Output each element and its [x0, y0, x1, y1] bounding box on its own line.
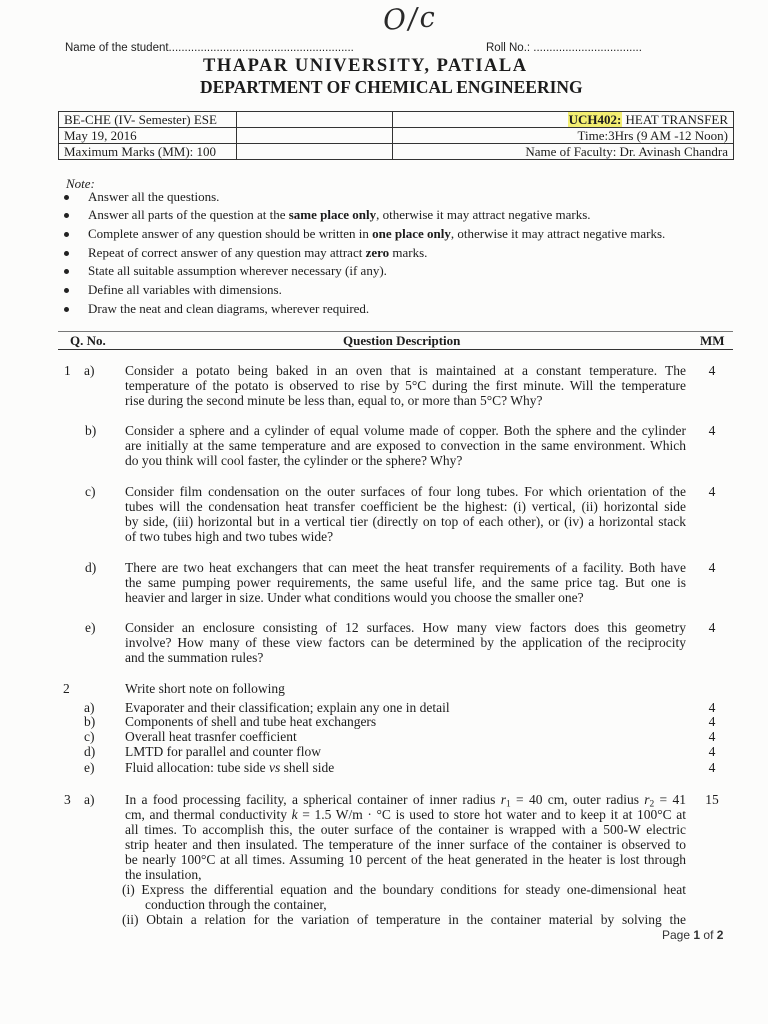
marks-value: 4 — [708, 713, 716, 729]
instruction-text: , otherwise it may attract negative marks. — [450, 226, 666, 241]
course-code: UCH402: — [568, 111, 622, 127]
department-title: DEPARTMENT OF CHEMICAL ENGINEERING — [200, 77, 583, 97]
roll-number-field: Roll No.: .................................. — [486, 42, 642, 54]
text-line: by side, (iii) horizontal but in a vertical tier (directly on top of each other), or (iv) a horizontal stack — [125, 513, 686, 529]
info-row — [59, 144, 734, 160]
list-item — [62, 262, 665, 281]
question-text — [125, 363, 686, 408]
text-line — [125, 807, 686, 822]
bullet-icon — [64, 195, 69, 200]
text-line: of two tubes high and two tubes wide? — [125, 528, 334, 544]
marks-value: 4 — [708, 483, 716, 499]
text-segment: = 40 cm, outer radius — [510, 791, 645, 807]
text-line: the insulation, — [125, 866, 202, 882]
list-item — [62, 225, 665, 244]
program-cell: BE-CHE (IV- Semester) ESE — [59, 112, 237, 128]
text-segment: cm, and thermal conductivity — [125, 806, 292, 822]
empty-cell — [237, 128, 393, 144]
list-item — [62, 206, 665, 225]
marks-value: 15 — [705, 791, 719, 807]
total-pages: 2 — [716, 928, 724, 942]
question-text: Overall heat trasnfer coefficient — [125, 728, 297, 744]
course-name: HEAT TRANSFER — [625, 111, 728, 127]
exam-info-table — [58, 111, 734, 160]
instruction-emphasis: same place only — [288, 207, 377, 223]
empty-cell — [237, 112, 393, 128]
bullet-icon — [64, 213, 69, 218]
text-emphasis: vs — [268, 759, 281, 775]
page-prefix: Page — [662, 928, 691, 942]
max-marks-cell: Maximum Marks (MM): 100 — [59, 144, 237, 160]
question-text — [125, 484, 686, 544]
part-label: d) — [84, 743, 96, 759]
bullet-icon — [64, 288, 69, 293]
student-name-field: Name of the student.......................................................... — [65, 42, 354, 54]
text-line: Consider a sphere and a cylinder of equal volume made of copper. Both the sphere and the cylinder — [125, 422, 686, 438]
bullet-icon — [64, 232, 69, 237]
instruction-text: , otherwise it may attract negative marks. — [376, 207, 591, 223]
text-line: tubes will the condensation heat transfer coefficient be the highest: (i) vertical, (ii) horizontal side — [125, 498, 686, 514]
question-number: 3 — [64, 791, 71, 807]
instruction-text: Complete answer of any question should be written in — [88, 226, 373, 241]
text-line: are initially at the same temperature and are exposed to convection in the same environment. Which — [125, 437, 686, 453]
marks-value: 4 — [708, 559, 716, 575]
sub-question-line: conduction through the container, — [145, 896, 327, 912]
part-label: b) — [85, 422, 97, 438]
page-number — [662, 928, 723, 942]
marks-value: 4 — [708, 743, 716, 759]
info-row — [59, 112, 734, 128]
part-label: c) — [84, 728, 95, 744]
part-label: e) — [85, 619, 96, 635]
text-segment: = 1.5 W/m · °C is used to store hot water and to keep it at 100°C at — [297, 806, 687, 822]
instructions-list — [62, 188, 665, 319]
course-cell — [393, 112, 734, 128]
subscript: 1 — [506, 798, 511, 809]
subscript: 2 — [649, 798, 655, 809]
part-label: a) — [84, 791, 95, 807]
page-separator: of — [703, 928, 714, 942]
variable-symbol: r — [500, 791, 506, 807]
instruction-text: Define all variables with dimensions. — [88, 281, 282, 297]
sub-question-line: (ii) Obtain a relation for the variation of temperature in the container material by solving the — [122, 911, 686, 927]
question-table-header — [58, 331, 733, 350]
list-item — [62, 281, 665, 300]
faculty-cell: Name of Faculty: Dr. Avinash Chandra — [393, 144, 734, 160]
text-segment: shell side — [280, 759, 335, 775]
part-label: e) — [84, 759, 95, 775]
text-line: strip heater and then insulated. The temperature of the inner surface of the container is observed to — [125, 836, 686, 852]
instruction-emphasis: one place only — [372, 226, 451, 241]
text-line: heavier and larger in size. Under what conditions would you choose the smaller one? — [125, 589, 584, 605]
text-line: rise during the second minute be less than, equal to, or more than 5°C? Why? — [125, 392, 543, 408]
part-label: c) — [85, 483, 96, 499]
text-line: be nearly 100°C at all times. Assuming 10 percent of the heat generated in the heater is lost through — [125, 851, 686, 867]
qno-header: Q. No. — [70, 333, 106, 348]
text-line: all times. To accomplish this, the outer surface of the container is wrapped with a 500-W electric — [125, 821, 686, 837]
list-item — [62, 244, 665, 263]
time-cell: Time:3Hrs (9 AM -12 Noon) — [393, 128, 734, 144]
question-text: LMTD for parallel and counter flow — [125, 743, 322, 759]
list-item — [62, 188, 665, 207]
instruction-emphasis: zero — [365, 244, 390, 260]
question-text — [125, 560, 686, 605]
variable-symbol: k — [291, 806, 298, 822]
note-heading: Note: — [66, 175, 95, 191]
instruction-text: Repeat of correct answer of any question may attract — [88, 244, 366, 260]
current-page: 1 — [693, 928, 701, 942]
question-text — [122, 791, 687, 927]
text-line: temperature of the potato is observed to rise by 5°C during the first minute. Will the temperature — [125, 377, 686, 393]
question-text — [125, 423, 686, 468]
description-header: Question Description — [343, 333, 461, 348]
variable-symbol: r — [644, 791, 650, 807]
instruction-text: Answer all parts of the question at the — [88, 207, 289, 223]
text-line: involve? How many of these view factors can be determined by the application of the reciprocity — [125, 634, 686, 650]
marks-value: 4 — [708, 422, 716, 438]
marks-header: MM — [700, 333, 725, 348]
text-segment: Fluid allocation: tube side — [125, 759, 269, 775]
instruction-text: State all suitable assumption wherever necessary (if any). — [88, 263, 387, 279]
marks-value: 4 — [708, 759, 716, 775]
empty-cell — [237, 144, 393, 160]
marks-value: 4 — [708, 619, 716, 635]
text-line: Consider an enclosure consisting of 12 surfaces. How many view factors does this geometry — [125, 619, 686, 635]
date-cell: May 19, 2016 — [59, 128, 237, 144]
question-number: 1 — [64, 362, 71, 378]
bullet-icon — [64, 251, 69, 256]
question-number: 2 — [63, 680, 70, 696]
text-line: the same pumping power requirements, the same useful life, and the same price tag. But one is — [125, 574, 686, 590]
question-text — [125, 760, 334, 775]
marks-value: 4 — [708, 728, 716, 744]
question-text — [125, 620, 686, 665]
list-item — [62, 300, 665, 319]
handwritten-mark: O/c — [381, 0, 439, 37]
question-text: Components of shell and tube heat exchangers — [125, 713, 377, 729]
text-segment: In a food processing facility, a spherical container of inner radius — [125, 791, 501, 807]
instruction-text: marks. — [389, 244, 428, 260]
exam-info-body — [59, 112, 734, 160]
part-label: a) — [84, 699, 95, 715]
part-label: b) — [84, 713, 96, 729]
bullet-icon — [64, 307, 69, 312]
text-line: There are two heat exchangers that can meet the heat transfer requirements of a facility. Both have — [125, 559, 686, 575]
university-title: THAPAR UNIVERSITY, PATIALA — [203, 56, 528, 76]
marks-value: 4 — [708, 362, 716, 378]
info-row — [59, 128, 734, 144]
text-line: Consider film condensation on the outer surfaces of four long tubes. For which orientation of the — [125, 483, 686, 499]
part-label: d) — [85, 559, 97, 575]
text-line: and the summation rules? — [125, 649, 264, 665]
marks-value: 4 — [708, 699, 716, 715]
bullet-icon — [64, 269, 69, 274]
question-intro: Write short note on following — [125, 680, 285, 696]
text-line: do you think will cool faster, the cylinder or the sphere? Why? — [125, 452, 463, 468]
sub-question-line: (i) Express the differential equation and the boundary conditions for steady one-dimensional heat — [122, 881, 686, 897]
instruction-text: Answer all the questions. — [88, 188, 220, 204]
text-line: Consider a potato being baked in an oven that is maintained at a constant temperature. The — [125, 362, 686, 378]
instruction-text: Draw the neat and clean diagrams, wherever required. — [88, 300, 370, 316]
text-line — [125, 792, 686, 807]
part-label: a) — [84, 362, 95, 378]
question-text: Evaporater and their classification; explain any one in detail — [125, 699, 450, 715]
text-segment: = 41 — [654, 791, 686, 807]
